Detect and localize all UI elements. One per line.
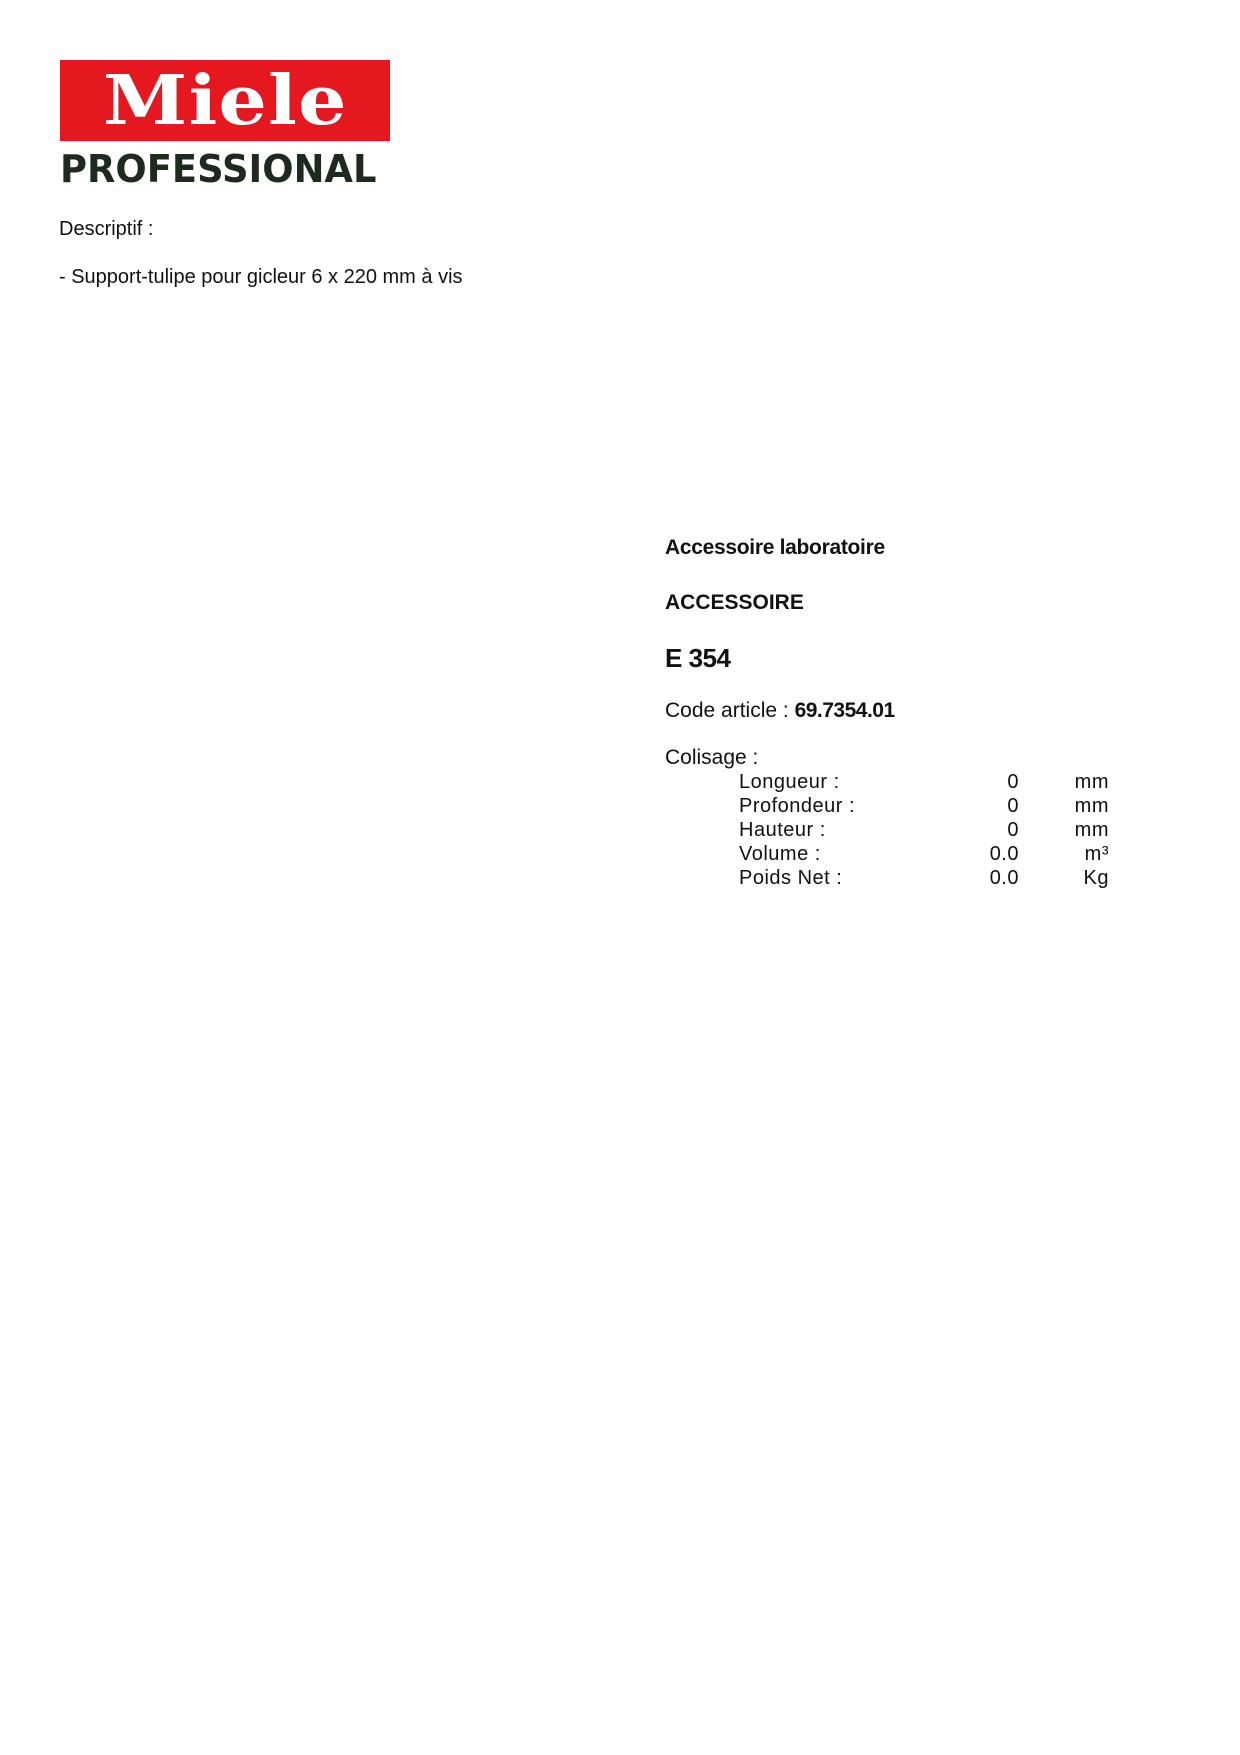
colisage-row-profondeur — [739, 794, 1109, 818]
colisage-row-value: 0 — [1007, 770, 1019, 793]
colisage-row-value: 0 — [1007, 818, 1019, 841]
colisage-row-value: 0.0 — [989, 842, 1019, 865]
product-info — [665, 536, 1115, 890]
colisage-label: Colisage : — [665, 746, 759, 769]
colisage-row-unit: mm — [1074, 794, 1109, 817]
colisage-row-value: 0 — [1007, 794, 1019, 817]
code-value: 69.7354.01 — [794, 699, 895, 722]
product-category: Accessoire laboratoire — [665, 536, 885, 559]
colisage-row-label: Volume : — [739, 842, 821, 865]
colisage-row-label: Profondeur : — [739, 794, 856, 817]
logo-brand-text: Miele — [102, 60, 348, 141]
colisage-table — [739, 770, 1109, 890]
colisage-row-hauteur — [739, 818, 1109, 842]
code-label: Code article : — [665, 699, 795, 722]
colisage-row-unit: mm — [1074, 770, 1109, 793]
logo-brand-box — [60, 60, 390, 141]
colisage-row-volume — [739, 842, 1109, 866]
colisage-row-label: Hauteur : — [739, 818, 826, 841]
colisage-row-label: Poids Net : — [739, 866, 843, 889]
product-model: E 354 — [665, 643, 731, 673]
product-type: ACCESSOIRE — [665, 591, 804, 614]
descriptif-line: - Support-tulipe pour gicleur 6 x 220 mm à vis — [59, 266, 463, 288]
colisage-row-label: Longueur : — [739, 770, 840, 793]
colisage-row-poids-net — [739, 866, 1109, 890]
colisage-row-value: 0.0 — [989, 866, 1019, 889]
colisage-row-longueur — [739, 770, 1109, 794]
miele-professional-logo — [60, 60, 390, 191]
colisage-row-unit: mm — [1074, 818, 1109, 841]
logo-sub-text: PROFESSIONAL — [60, 147, 377, 191]
descriptif-label: Descriptif : — [59, 218, 154, 240]
colisage-row-unit: Kg — [1083, 866, 1109, 889]
colisage-row-unit: m³ — [1084, 842, 1109, 865]
product-code — [665, 699, 1115, 723]
